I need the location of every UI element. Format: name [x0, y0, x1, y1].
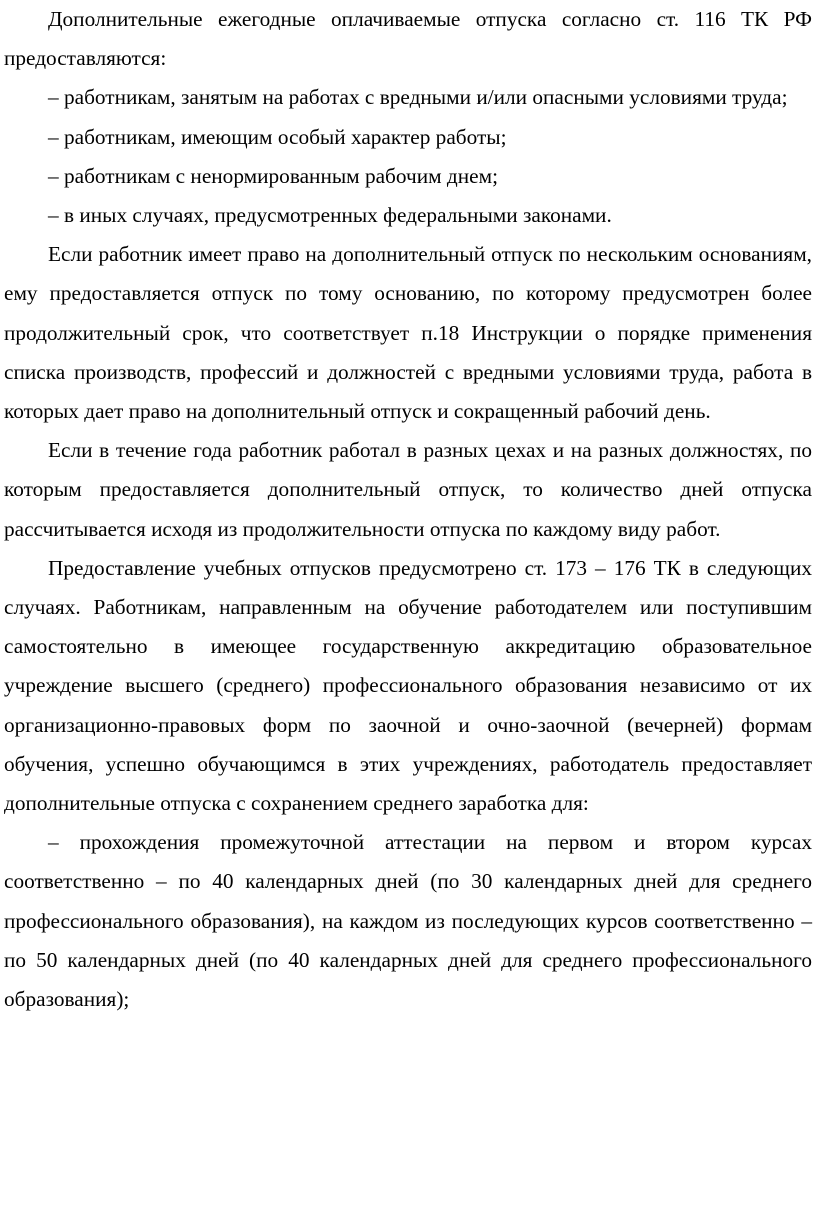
paragraph-study-leave: Предоставление учебных отпусков предусмотрено ст. 173 – 176 ТК в следующих случаях. Работникам, направленным на обучение работодателем или поступившим самостоятельно в имеющее государственную аккредитацию образовательное учреждение высшего (среднего) профессионального образования независимо от их организационно-правовых форм по заочной и очно-заочной (вечерней) формам обучения, успешно обучающимся в этих учреждениях, работодатель предоставляет дополнительные отпуска с сохранением среднего заработка для: [4, 555, 812, 816]
list-item-irregular-hours: – работникам с ненормированным рабочим днем; [48, 163, 498, 188]
list-item-special-character: – работникам, имеющим особый характер работы; [48, 124, 507, 149]
paragraph-additional-leave-intro: Дополнительные ежегодные оплачиваемые отпуска согласно ст. 116 ТК РФ предоставляются: [4, 7, 812, 71]
paragraph-multiple-grounds: Если работник имеет право на дополнительный отпуск по нескольким основаниям, ему предоставляется отпуск по тому основанию, по которому предусмотрен более продолжительный срок, что соответствует п.18 Инструкции о порядке применения списка производств, профессий и должностей с вредными условиями труда, работа в которых дает право на дополнительный отпуск и сокращенный рабочий день. [4, 242, 812, 424]
paragraph-different-workshops: Если в течение года работник работал в разных цехах и на разных должностях, по которым предоставляется дополнительный отпуск, то количество дней отпуска рассчитывается исходя из продолжительности отпуска по каждому виду работ. [4, 438, 812, 541]
list-item-intermediate-attestation: – прохождения промежуточной аттестации на первом и втором курсах соответственно – по 40 календарных дней (по 30 календарных дней для среднего профессионального образования), на каждом из последующих курсов соответственно – по 50 календарных дней (по 40 календарных дней для среднего профессионального образования); [4, 830, 812, 1012]
list-item-harmful-conditions: – работникам, занятым на работах с вредными и/или опасными условиями труда; [48, 85, 788, 110]
list-item-other-cases: – в иных случаях, предусмотренных федеральными законами. [48, 203, 612, 228]
document-page [4, 0, 812, 1019]
